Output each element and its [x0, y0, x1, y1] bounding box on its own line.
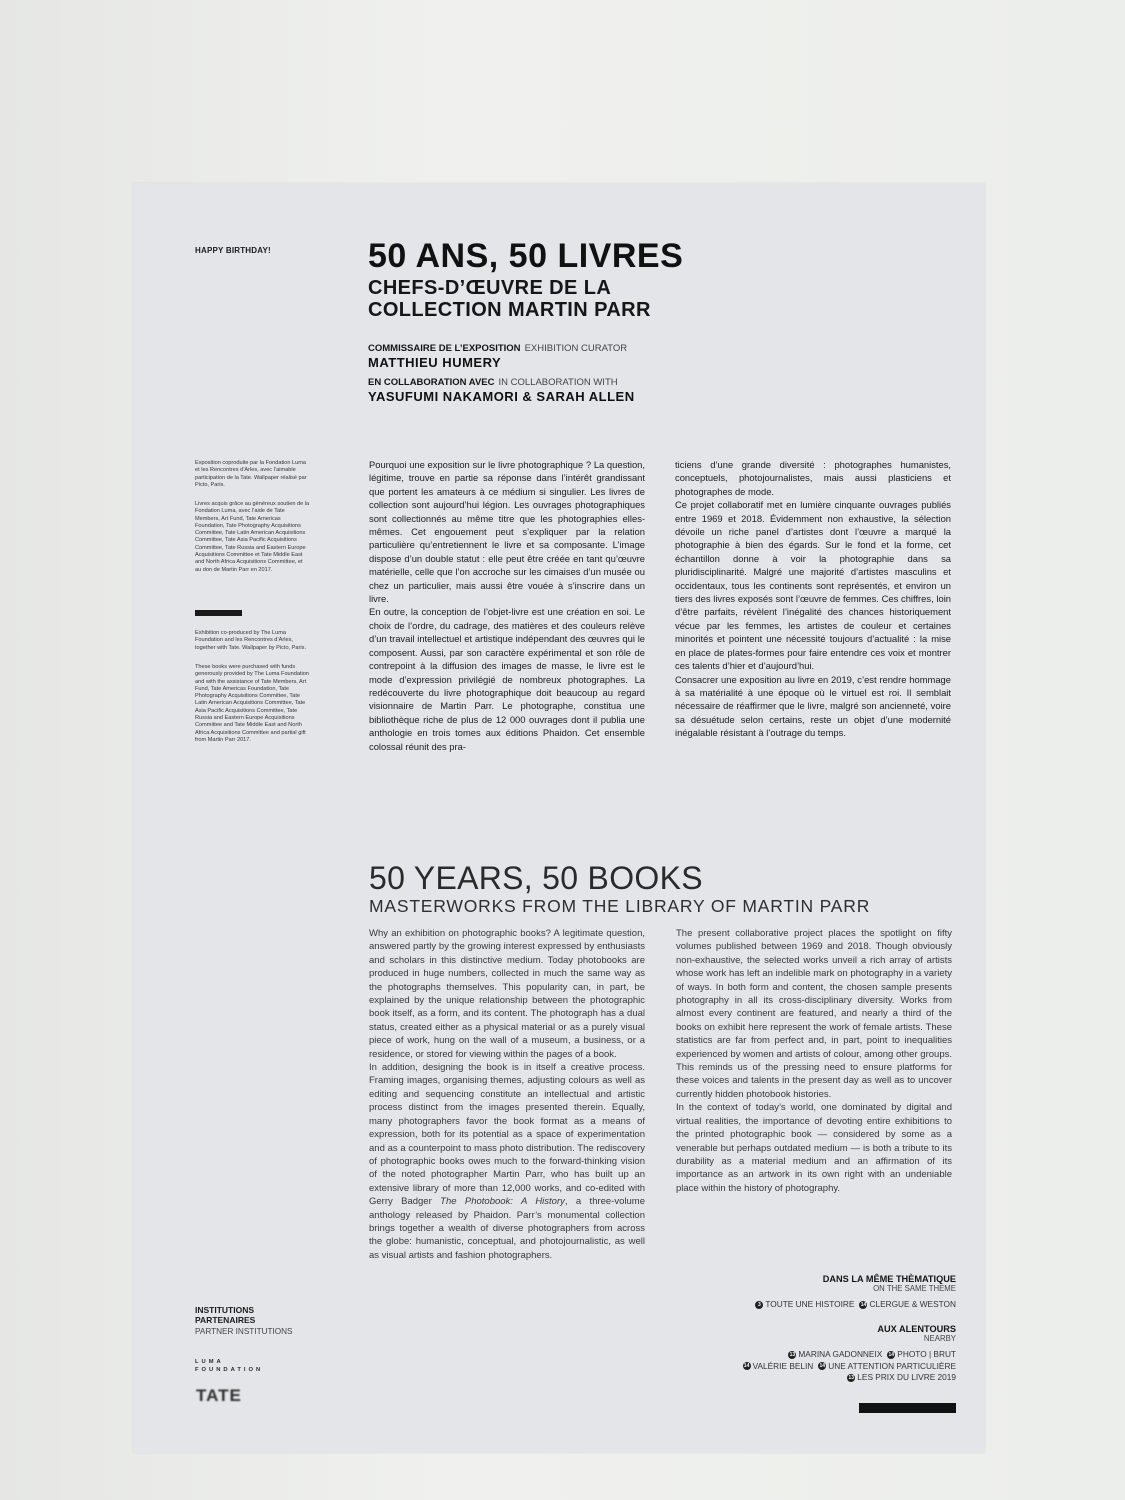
collab-names: YASUFUMI NAKAMORI & SARAH ALLEN	[368, 389, 635, 404]
number-badge: 14	[860, 1301, 867, 1308]
nearby-row	[738, 1349, 956, 1361]
book-title-italic: The Photobook: A History	[440, 1196, 565, 1208]
nearby-item-label: MARINA GADONNEIX	[798, 1349, 883, 1359]
curator-block	[368, 338, 868, 370]
nearby-block	[738, 1324, 956, 1384]
french-text-column-2: ticiens d’une grande diversité : photographes humanistes, conceptuels, photojournalistes, mais aussi plasticiens et photographes de mode. Ce projet collaboratif met en lumière cinquante ouvrages publiés entre 1969 et 2018. Évidemment non exhaustive, la sélection dévoile un riche panel d’artistes dont l’œuvre a marqué la photographie à bien des égards. Sur le fond et la forme, cet échantillon donne à voir la photographie dans sa pluridisciplinarité. Malgré une majorité d’artistes masculins et occidentaux, tous les continents sont représentés, et environ un tiers des livres exposés sont l’œuvre de femmes. Ces chiffres, loin d’être parfaits, révèlent l’inégalité des chances historiquement vécue par les femmes, les artistes de couleur et certaines minorités et pointent une nécessité toujours d’actualité : la mise en place de plates-formes pour faire entendre ces voix et montrer ces talents d’hier et d’aujourd’hui. Consacrer une exposition au livre en 2019, c’est rendre hommage à sa matérialité à une époque où le virtuel est roi. Il semblait nécessaire de réaffirmer que le livre, malgré son ancienneté, voire sa désuétude selon certains, reste un objet d’une modernité inégalable résistant à l’outrage du temps.	[675, 459, 951, 739]
tate-logo: TATE	[196, 1386, 242, 1405]
english-col1-part-b: , a three-volume anthology released by Phaidon. Parr’s monumental collection brings together a wealth of diverse photographers from across the globe: humanistic, conceptual, and photojournalistic, as well as visual artists and fashion photographers.	[369, 1196, 645, 1261]
nearby-item-label: UNE ATTENTION PARTICULIÈRE	[828, 1360, 956, 1371]
exhibition-poster	[133, 183, 985, 1453]
divider-bar	[195, 610, 242, 616]
curator-name: MATTHIEU HUMERY	[368, 355, 502, 370]
number-badge: 13	[789, 1351, 796, 1358]
french-text-column-1: Pourquoi une exposition sur le livre photographique ? La question, légitime, trouve en partie sa réponse dans l’intérêt grandissant que portent les amateurs à ce médium si singulier. Les livres de collection sont aujourd’hui légion. Les ouvrages photographiques sont collectionnés au même titre que les photographies elles-mêmes. Cet engouement peut s’expliquer par la relation particulière qu’entretiennent le livre et sa composante. L’image dispose d’un double statut : elle peut être créée en tant qu’œuvre matérielle, celle que l’on accroche sur les cimaises d’un musée ou chez un particulier, mais aussi être vouée à s’inscrire dans un livre. En outre, la conception de l’objet-livre est une création en soi. Le choix de l’ordre, du cadrage, des matières et des couleurs relève d’un travail intellectuel et artistique indépendant des œuvres qui le composent. Aussi, par son caractère expérimental et son rôle de contrepoint à la diffusion des images de masse, le livre est le mode d’expression privilégié de nombreux photographes. La redécouverte du livre photographique doit beaucoup au regard visionnaire de Martin Parr. Le photographe, constitua une bibliothèque riche de plus de 12 000 ouvrages dont il publia une anthologie en trois tomes aux éditions Phaidon. Cet ensemble colossal réunit des pra-	[369, 459, 645, 752]
number-badge: 14	[888, 1351, 895, 1358]
collab-label-en: IN COLLABORATION WITH	[498, 377, 618, 388]
nearby-item-label: LES PRIX DU LIVRE 2019	[857, 1372, 956, 1382]
curator-label-en: EXHIBITION CURATOR	[524, 343, 628, 354]
collaboration-block	[368, 372, 868, 404]
side-note-en-2: These books were purchased with funds generously provided by The Luma Foundation and with the assistance of Tate Members, Art Fund, Tate Americas Foundation, Tate Photography Acquisitions Committee, Tate Latin American Acquisitions Committee, Tate Asia Pacific Acquisitions Committee, Tate Russia and Eastern Europe Acquisitions Committee and Tate Middle East and North Africa Acquisitions Committee and partial gift from Martin Parr 2017.	[195, 664, 310, 743]
nearby-item-label: CLERGUE & WESTON	[869, 1299, 956, 1309]
english-col1-part-a: Why an exhibition on photographic books? A legitimate question, answered partly by the growing interest expressed by enthusiasts and scholars in this distinctive medium. Today photobooks are produced in huge numbers, collected in much the same way as the photographs themselves. This popularity can, in part, be explained by the unique relationship between the photographic book itself, as a form, and its content. The photograph has a dual status, created either as a physical material or as a purely visual piece of work, hung on the wall of a museum, a business, or a residence, or stored for viewing within the pages of a book. In addition, designing the book is in itself a creative process. Framing images, organising themes, adjusting colours as well as editing and sequencing constitute an intellectual and artistic process distinct from the images presented therein. Equally, many photographers favor the book format as a means of expression, both for its potential as a space of experimentation and as a counterpoint to mass photo distribution. The rediscovery of photographic books owes much to the forward-thinking vision of the noted photographer Martin Parr, who has built up an extensive library of more than 12,000 works, and co-edited with Gerry Badger	[369, 928, 645, 1208]
nearby-item-label: TOUTE UNE HISTOIRE	[765, 1299, 855, 1309]
nearby-row	[738, 1361, 956, 1373]
number-badge: 13	[848, 1374, 855, 1381]
partner-heading: INSTITUTIONS PARTENAIRES	[195, 1305, 256, 1325]
nearby-row	[738, 1372, 956, 1384]
side-note-en-1: Exhibition co-produced by The Luma Foundation and les Rencontres d’Arles, together with Tate. Wallpaper by Picto, Paris.	[195, 630, 306, 651]
bottom-divider-bar	[859, 1403, 956, 1413]
nearby-item-label: VALÉRIE BELIN	[752, 1360, 814, 1371]
luma-foundation-logo	[195, 1358, 263, 1374]
same-theme-subheading: ON THE SAME THEME	[873, 1284, 956, 1293]
number-badge: 14	[819, 1363, 826, 1370]
number-badge: 14	[743, 1363, 750, 1370]
english-title: 50 YEARS, 50 BOOKS	[369, 860, 703, 896]
luma-logo-line2: FOUNDATION	[195, 1367, 264, 1373]
side-note-fr-1: Exposition coproduite par la Fondation Luma et les Rencontres d’Arles, avec l’aimable participation de la Tate. Wallpaper réalisé par Picto, Paris.	[195, 460, 307, 488]
poster-title: 50 ANS, 50 LIVRES	[368, 237, 684, 275]
curator-label-fr: COMMISSAIRE DE L’EXPOSITION	[368, 343, 521, 354]
nearby-heading: AUX ALENTOURS	[877, 1324, 956, 1334]
kicker-label: HAPPY BIRTHDAY!	[195, 246, 271, 255]
english-text-column-2: The present collaborative project places the spotlight on fifty volumes published between 1969 and 2018. Though obviously non-exhaustive, the selected works unveil a rich array of artists whose work has left an indelible mark on photography in a variety of ways. In both form and content, the chosen sample presents photography in all its cross-disciplinary diversity. Works from almost every continent are featured, and nearly a third of the books on exhibit here represent the work of female artists. These statistics are far from perfect and, in part, point to inequalities experienced by women and artists of colour, among other groups. This reminds us of the pressing need to ensure platforms for these voices and talents in the present day as well as to uncover currently hidden photobook histories. In the context of today’s world, one dominated by digital and virtual realities, the importance of devoting entire exhibitions to the printed photographic book — considered by some as a venerable but perhaps outdated medium — is both a tribute to its durability as a material medium and an affirmation of its importance as an artwork in its own right with an undeniable place within the history of photography.	[676, 928, 952, 1194]
same-theme-heading: DANS LA MÊME THÈMATIQUE	[822, 1274, 956, 1284]
collab-label-fr: EN COLLABORATION AVEC	[368, 377, 495, 388]
luma-logo-line1: LUMA	[195, 1359, 224, 1365]
english-text-column-1	[369, 927, 645, 1262]
same-theme-block	[750, 1274, 956, 1311]
nearby-item-label: PHOTO | BRUT	[897, 1349, 956, 1359]
same-theme-items	[750, 1299, 956, 1311]
side-note-fr-2: Livres acquis grâce au généreux soutien de la Fondation Luma, avec l’aide de Tate Members, Art Fund, Tate Americas Foundation, Tate Photography Acquisitions Committee, Tate Latin American Acquisitions Committee, Tate Asia Pacific Acquisitions Committee, Tate Russia and Eastern Europe Acquisitions Committee et Tate Middle East and North Africa Acquisitions Committee, et au don de Martin Parr en 2017.	[195, 501, 310, 573]
partner-subheading: PARTNER INSTITUTIONS	[195, 1327, 293, 1336]
number-badge: 3	[755, 1301, 763, 1309]
poster-subtitle: CHEFS-D’ŒUVRE DE LA COLLECTION MARTIN PARR	[368, 277, 651, 321]
nearby-subheading: NEARBY	[923, 1334, 956, 1343]
english-subtitle: MASTERWORKS FROM THE LIBRARY OF MARTIN PARR	[369, 896, 871, 916]
